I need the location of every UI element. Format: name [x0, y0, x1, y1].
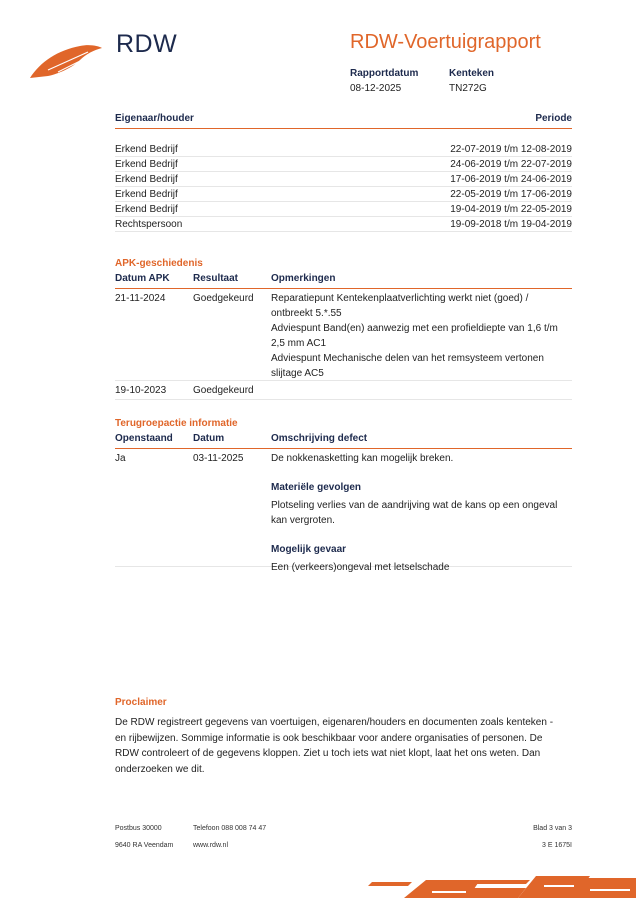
plate-value: TN272G [449, 83, 487, 94]
apk-remark-line: Adviespunt Band(en) aanwezig met een profieldiepte van 1,6 t/m [271, 323, 558, 334]
footer-city: 9640 RA Veendam [115, 842, 174, 849]
owner-row [115, 142, 572, 157]
apk-date: 19-10-2023 [115, 385, 167, 396]
owner-name: Erkend Bedrijf [115, 189, 178, 200]
report-date-value: 08-12-2025 [350, 83, 402, 94]
owner-period: 19-04-2019 t/m 22-05-2019 [450, 204, 572, 215]
owner-row [115, 187, 572, 202]
recall-open: Ja [115, 453, 126, 464]
proclaimer-title: Proclaimer [115, 697, 167, 708]
owner-period: 24-06-2019 t/m 22-07-2019 [450, 159, 572, 170]
owner-row [115, 157, 572, 172]
recall-title: Terugroepactie informatie [115, 418, 238, 429]
decorative-stripes-icon [368, 872, 636, 900]
apk-col-date: Datum APK [115, 273, 170, 284]
owner-name: Erkend Bedrijf [115, 159, 178, 170]
owner-row [115, 202, 572, 217]
apk-header [115, 273, 572, 289]
apk-remark-line: ontbreekt 5.*.55 [271, 308, 342, 319]
owner-name: Rechtspersoon [115, 219, 183, 230]
apk-row [115, 381, 572, 400]
apk-remark-line: 2,5 mm AC1 [271, 338, 327, 349]
recall-date: 03-11-2025 [193, 453, 244, 464]
report-date-block [350, 68, 418, 94]
recall-table [115, 433, 572, 573]
recall-header [115, 433, 572, 449]
footer-page: Blad 3 van 3 [533, 825, 572, 832]
apk-remark-line: Reparatiepunt Kentekenplaatverlichting werkt niet (goed) / [271, 293, 529, 304]
rdw-feather-icon [28, 40, 106, 80]
owner-row [115, 217, 572, 232]
apk-row [115, 289, 572, 381]
owner-period: 22-05-2019 t/m 17-06-2019 [450, 189, 572, 200]
recall-details [271, 451, 571, 575]
owners-col-owner: Eigenaar/houder [115, 113, 194, 124]
owner-name: Erkend Bedrijf [115, 174, 178, 185]
owner-name: Erkend Bedrijf [115, 144, 178, 155]
footer-code: 3 E 1675I [542, 842, 572, 849]
recall-consequences-line: kan vergroten. [271, 515, 335, 526]
apk-result: Goedgekeurd [193, 385, 254, 396]
report-title: RDW-Voertuigrapport [350, 31, 541, 53]
proclaimer-text: De RDW registreert gegevens van voertuigen, eigenaren/houders en documenten zoals kenteken - en rijbewijzen. Sommige informatie is ook beschikbaar voor andere organisaties of personen. De RDW controleert of de gegevens kloppen. Ziet u toch iets wat niet klopt, laat het ons weten. Dan onderzoeken we dit. [115, 717, 554, 775]
logo-text: RDW [116, 30, 178, 58]
footer-postbus: Postbus 30000 [115, 825, 162, 832]
footer-phone: Telefoon 088 008 74 47 [193, 825, 267, 832]
apk-date: 21-11-2024 [115, 293, 166, 304]
apk-title: APK-geschiedenis [115, 258, 203, 269]
owner-name: Erkend Bedrijf [115, 204, 178, 215]
recall-description: De nokkenasketting kan mogelijk breken. [271, 453, 454, 464]
owners-table [115, 113, 572, 232]
apk-col-remarks: Opmerkingen [271, 273, 336, 284]
owners-header [115, 113, 572, 129]
apk-remarks [271, 291, 558, 381]
footer-website: www.rdw.nl [193, 842, 229, 849]
recall-col-date: Datum [193, 433, 225, 444]
plate-block [449, 68, 494, 94]
recall-col-desc: Omschrijving defect [271, 433, 368, 444]
owner-period: 17-06-2019 t/m 24-06-2019 [450, 174, 572, 185]
recall-danger: Een (verkeers)ongeval met letselschade [271, 562, 450, 573]
apk-col-result: Resultaat [193, 273, 239, 284]
apk-remark-line: slijtage AC5 [271, 368, 324, 379]
recall-danger-label: Mogelijk gevaar [271, 544, 347, 555]
recall-col-open: Openstaand [115, 433, 173, 444]
owner-row [115, 172, 572, 187]
owners-col-period: Periode [535, 113, 572, 124]
recall-row [115, 449, 572, 573]
apk-table [115, 273, 572, 400]
recall-consequences-label: Materiële gevolgen [271, 482, 362, 493]
owner-period: 19-09-2018 t/m 19-04-2019 [450, 219, 572, 230]
report-date-label: Rapportdatum [350, 68, 419, 79]
apk-remark-line: Adviespunt Mechanische delen van het remsysteem vertonen [271, 353, 544, 364]
apk-result: Goedgekeurd [193, 293, 254, 304]
owner-period: 22-07-2019 t/m 12-08-2019 [450, 144, 572, 155]
rdw-logo [28, 30, 178, 82]
recall-consequences-line: Plotseling verlies van de aandrijving wat de kans op een ongeval [271, 500, 558, 511]
plate-label: Kenteken [449, 68, 495, 79]
